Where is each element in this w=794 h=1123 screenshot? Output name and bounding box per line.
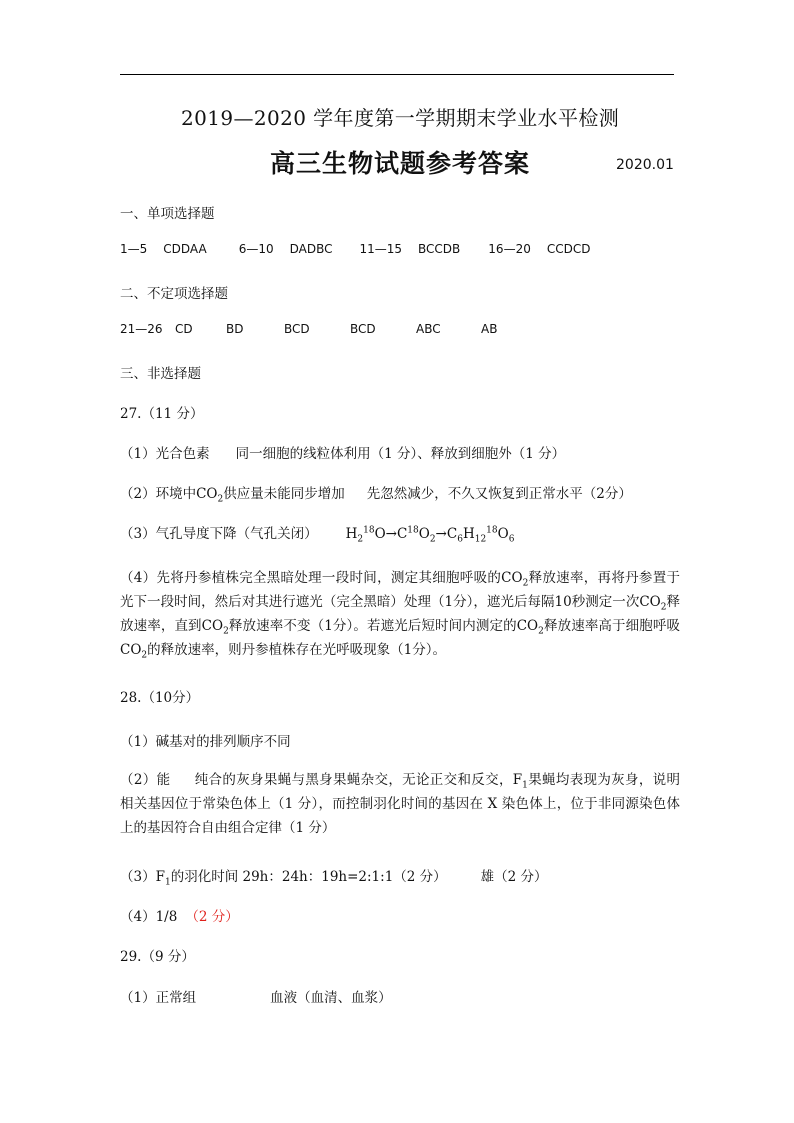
multi-answer-26: AB — [481, 322, 498, 336]
q28-part1: （1）碱基对的排列顺序不同 — [120, 734, 291, 750]
q27-header: 27.（11 分） — [120, 406, 204, 422]
q27-part2: （2）环境中$CO_2$供应量未能同步增加 先忽然减少，不久又恢复到正常水平（2分） — [120, 486, 632, 505]
q29-part1: （1）正常组 血液（血清、血浆） — [120, 990, 392, 1006]
q27-part4: （4）先将丹参植株完全黑暗处理一段时间，测定其细胞呼吸的$CO_2$释放速率，再将丹参置于光下一段时间，然后对其进行遮光（完全黑暗）处理（1分），遮光后每隔10秒测定一次$CO_2$释放速率，直到$CO_2$释放速率不变（1分）。若遮光后短时间内测定的$CO_2$释放速率高于细胞呼吸$CO_2$的释放速率，则丹参植株存在光呼吸现象（1分）。 — [120, 570, 681, 661]
q28-header: 28.（10分） — [120, 690, 200, 706]
q28-part4-score: （2 分） — [185, 909, 239, 925]
q28-part4: （4）1/8 （2 分） — [120, 909, 239, 925]
exam-title: 2019—2020 学年度第一学期期末学业水平检测 — [181, 106, 620, 130]
multi-answer-22: BD — [226, 322, 244, 336]
q28-part2: （2）能 纯合的灰身果蝇与黑身果蝇杂交，无论正交和反交，$F_1$果蝇均表现为灰身，说明相关基因位于常染色体上（1 分），而控制羽化时间的基因在 X 染色体上，位于非同源染色体上的基因符合自由组合定律（1 分） — [120, 772, 680, 836]
isotope-formula: $H_2^{18}O\to C^{18}O_2\to C_6H_{12}^{18}O_6$ — [345, 525, 515, 545]
answer-letters: BCCDB — [418, 242, 461, 256]
section-multi-choice-title: 二、不定项选择题 — [120, 286, 228, 302]
q27-part3: （3）气孔导度下降（气孔关闭） $H_2^{18}O\to C^{18}O_2\to C_6H_{12}^{18}O_6$ — [120, 525, 515, 545]
multi-answer-24: BCD — [350, 322, 376, 336]
q27-part1: （1）光合色素 同一细胞的线粒体利用（1 分）、释放到细胞外（1 分） — [120, 446, 566, 462]
single-choice-answers — [120, 242, 590, 256]
answer-letters: CCDCD — [546, 242, 591, 256]
section-non-choice-title: 三、非选择题 — [120, 366, 201, 382]
answer-range: 16—20 — [488, 242, 531, 256]
document-date: 2020.01 — [616, 157, 674, 173]
answer-range: 1—5 — [120, 242, 148, 256]
header-rule — [120, 74, 674, 75]
q28-part3: $(3)F_1$的羽化时间 29h：24h：19h=2:1:1（2 分） 雄（2 分） — [120, 869, 548, 888]
multi-answer-23: BCD — [284, 322, 310, 336]
answer-range: 21—26 — [120, 322, 163, 336]
multi-choice-answers — [120, 322, 163, 336]
section-single-choice-title: 一、单项选择题 — [120, 206, 215, 222]
answer-range: 6—10 — [238, 242, 274, 256]
document-title: 高三生物试题参考答案 — [270, 149, 531, 178]
answer-range: 11—15 — [359, 242, 403, 256]
q29-header: 29.（9 分） — [120, 949, 195, 965]
answer-letters: DADBC — [289, 242, 333, 256]
answer-letters: CDDAA — [163, 242, 207, 256]
multi-answer-21: CD — [175, 322, 193, 336]
multi-answer-25: ABC — [416, 322, 441, 336]
